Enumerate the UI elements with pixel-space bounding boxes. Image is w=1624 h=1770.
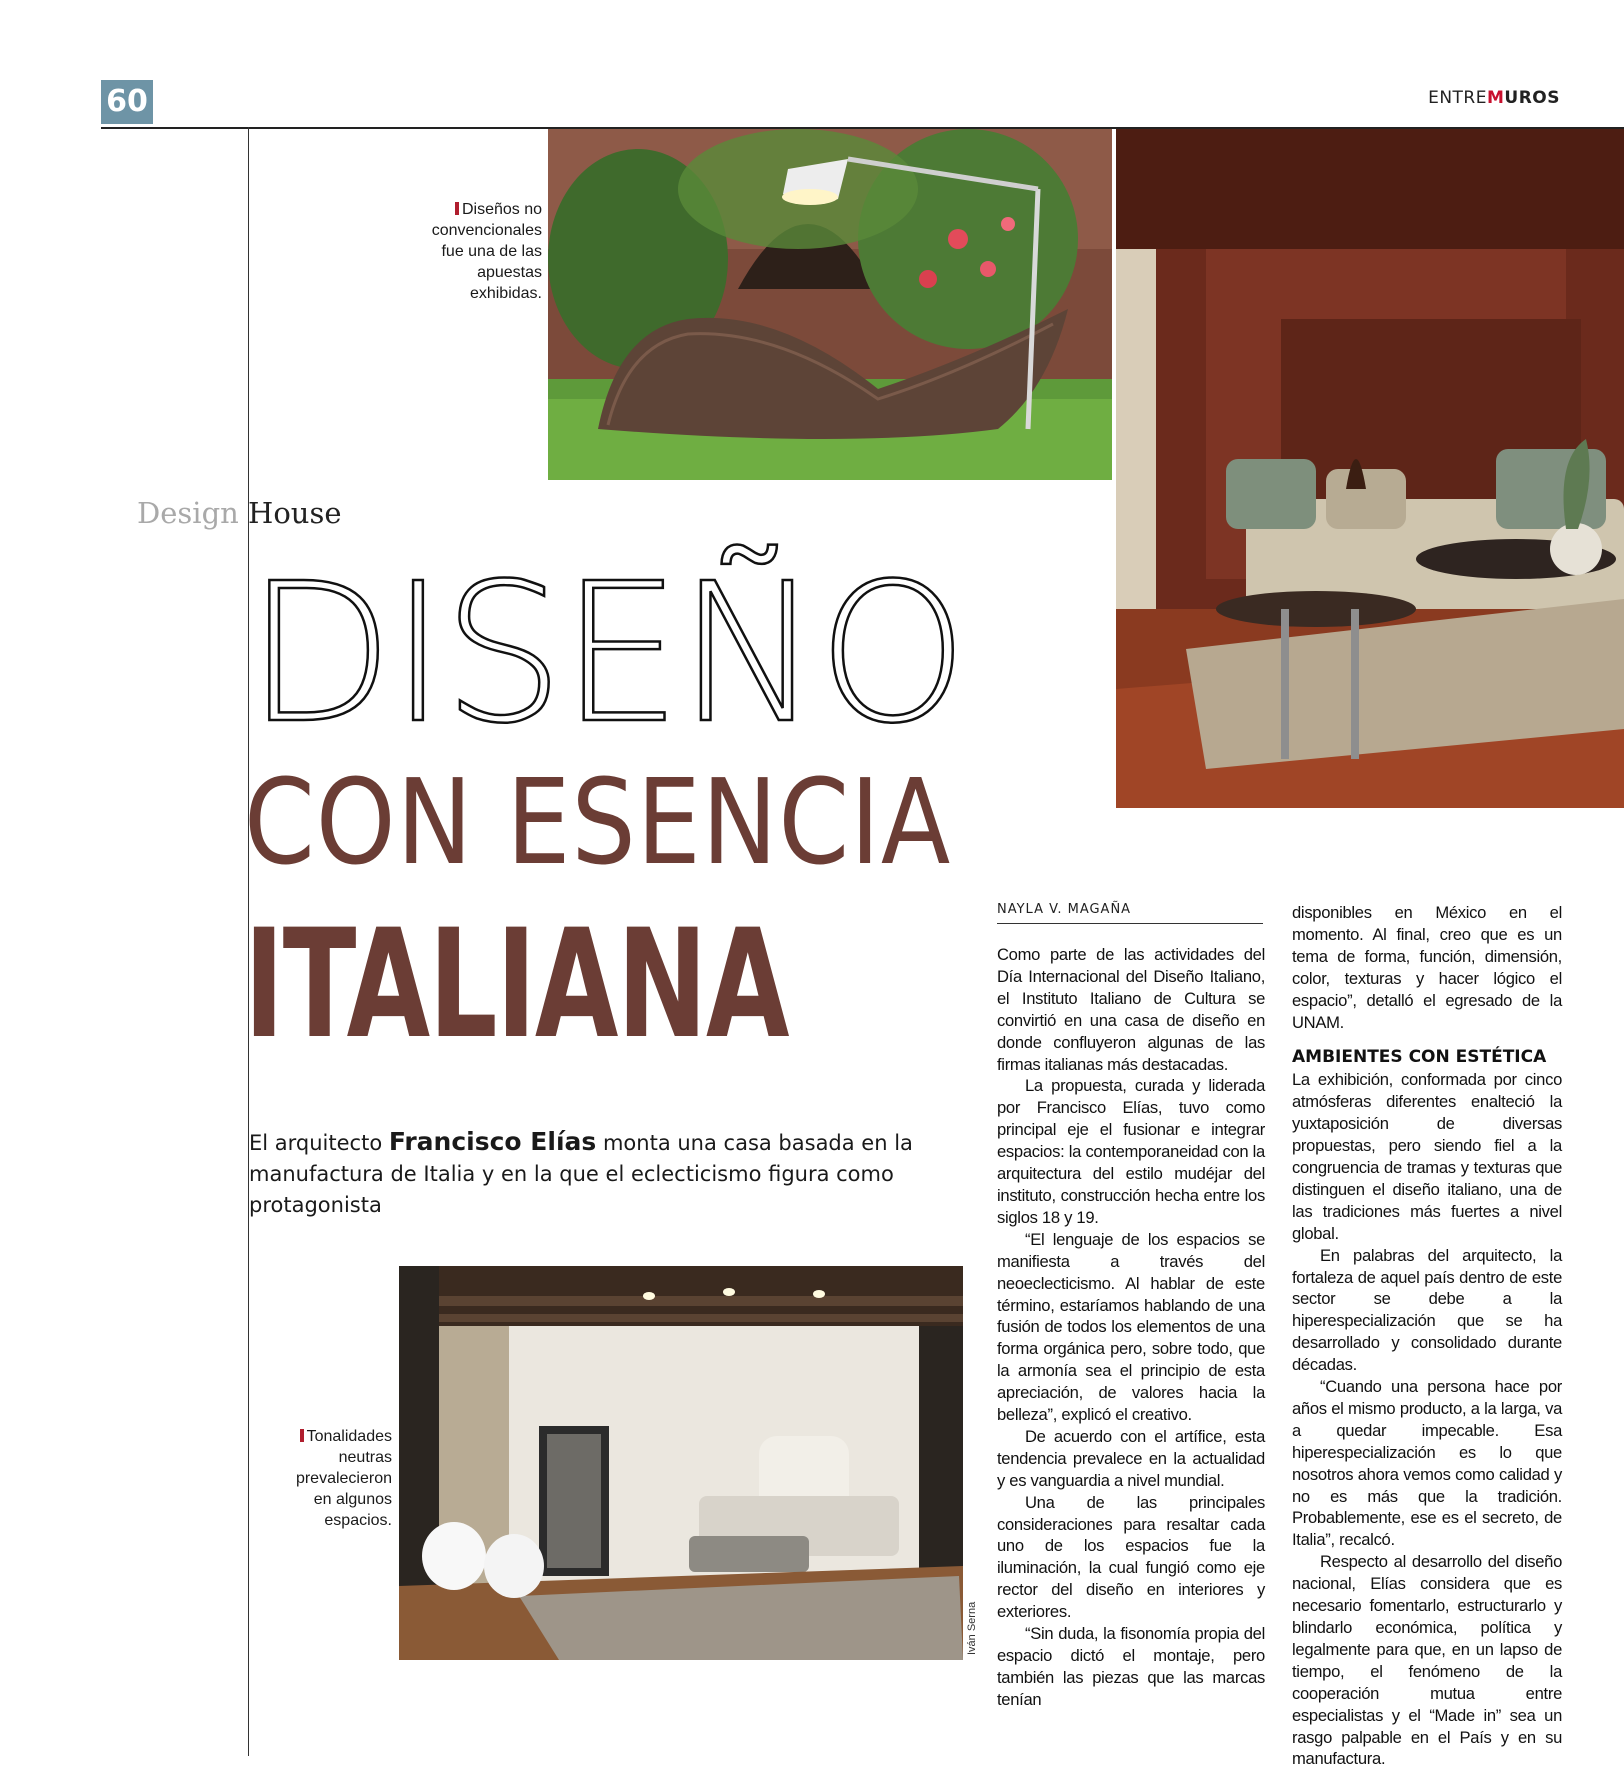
paragraph: Como parte de las actividades del Día Internacional del Diseño Italiano, el Instituto Italiano de Cultura se convirtió en una casa de diseño en donde confluyeron algunas de las firmas italianas más destacadas. [997, 945, 1265, 1074]
caption-marker [455, 202, 459, 215]
article-column-2 [1292, 902, 1562, 1770]
headline-line-3: ITALIANA [244, 898, 789, 1072]
paragraph: De acuerdo con el artífice, esta tendencia prevalece en la actualidad y es vanguardia a nivel mundial. [997, 1426, 1265, 1490]
section-label-house: House [248, 496, 342, 530]
photo-bedroom [399, 1266, 963, 1660]
section-label [137, 496, 342, 530]
brand-entre: ENTRE [1428, 88, 1487, 108]
brand-m: M [1486, 88, 1505, 108]
subheadline [249, 1126, 969, 1221]
paragraph: En palabras del arquitecto, la fortaleza de aquel país dentro de este sector se debe a la hiperespecialización que se ha desarrollado y consolidado durante décadas. [1292, 1245, 1562, 1375]
caption-top-text: Diseños no convencionales fue una de las apuestas exhibidas. [431, 201, 542, 302]
paragraph: La propuesta, curada y liderada por Francisco Elías, tuvo como principal eje el fusionar e integrar espacios: la contemporaneidad con la arquitectura del estilo mudéjar del instituto, construcción hecha entre los siglos 18 y 19. [997, 1076, 1265, 1227]
paragraph: “El lenguaje de los espacios se manifiesta a través del neoeclecticismo. Al hablar de este término, estaríamos hablando de una fusión de todos los elementos de una forma orgánica pero, sobre todo, que la armonía sea el principio de esta apreciación, de valores hacia la belleza”, explicó el creativo. [997, 1229, 1265, 1425]
subhead-prefix: El arquitecto [249, 1131, 383, 1155]
headline-line-1: DISEÑO [246, 543, 965, 766]
paragraph: “Sin duda, la fisonomía propia del espacio dictó el montaje, pero también las piezas que las marcas tenían [997, 1624, 1265, 1709]
byline: NAYLA V. MAGAÑA [997, 902, 1263, 924]
paragraph: Respecto al desarrollo del diseño nacional, Elías considera que es necesario fomentarlo, estructurarlo y blindarlo económica, política y legalmente para que, en un lapso de tiempo, el fenómeno de la cooperación mutua entre especialistas y el “Made in” sea un rasgo palpable en el País y en su manufactura. [1292, 1552, 1562, 1769]
caption-marker [300, 1429, 304, 1442]
paragraph: disponibles en México en el momento. Al final, creo que es un tema de forma, función, dimensión, color, texturas y hacer lógico el espacio”, detalló el egresado de la UNAM. [1292, 903, 1562, 1032]
article-subheading: AMBIENTES CON ESTÉTICA [1292, 1047, 1547, 1068]
section-label-design: Design [137, 496, 239, 530]
photo-credit: Iván Serna [966, 1601, 978, 1655]
paragraph: “Cuando una persona hace por años el mismo producto, a la larga, va a quedar impecable. Esa hiperespecialización es lo que nosotros ahora vemos como calidad y no es más que la tradición. Probablemente, ese es el secreto, de Italia”, recalcó. [1292, 1377, 1562, 1550]
photo-garden-chaise [548, 129, 1112, 480]
caption-bottom-text: Tonalidades neutras prevalecieron en algunos espacios. [295, 1428, 392, 1529]
paragraph: La exhibición, conformada por cinco atmósferas diferentes enalteció la yuxtaposición de diversas propuestas, pero siendo fiel a la congruencia de tramas y texturas que distinguen el diseño italiano, una de las tradiciones más fuertes a nivel global. [1292, 1070, 1562, 1243]
article-column-1 [997, 944, 1265, 1711]
subhead-name: Francisco Elías [388, 1127, 597, 1156]
photo-living-room [1116, 129, 1624, 808]
magazine-brand [1428, 88, 1560, 108]
headline-line-2: CON ESENCIA [244, 753, 952, 891]
subhead-suffix: monta una casa basada en la manufactura de Italia y en la que el eclecticismo figura como protagonista [249, 1131, 913, 1217]
paragraph: Una de las principales consideraciones para resaltar cada uno de los espacios fue la iluminación, la cual fungió como eje rector del diseño en interiores y exteriores. [997, 1492, 1265, 1622]
brand-uros: UROS [1504, 88, 1560, 108]
page-number: 60 [101, 80, 153, 124]
caption-bottom-photo [286, 1426, 392, 1531]
caption-top-photo [418, 199, 542, 304]
